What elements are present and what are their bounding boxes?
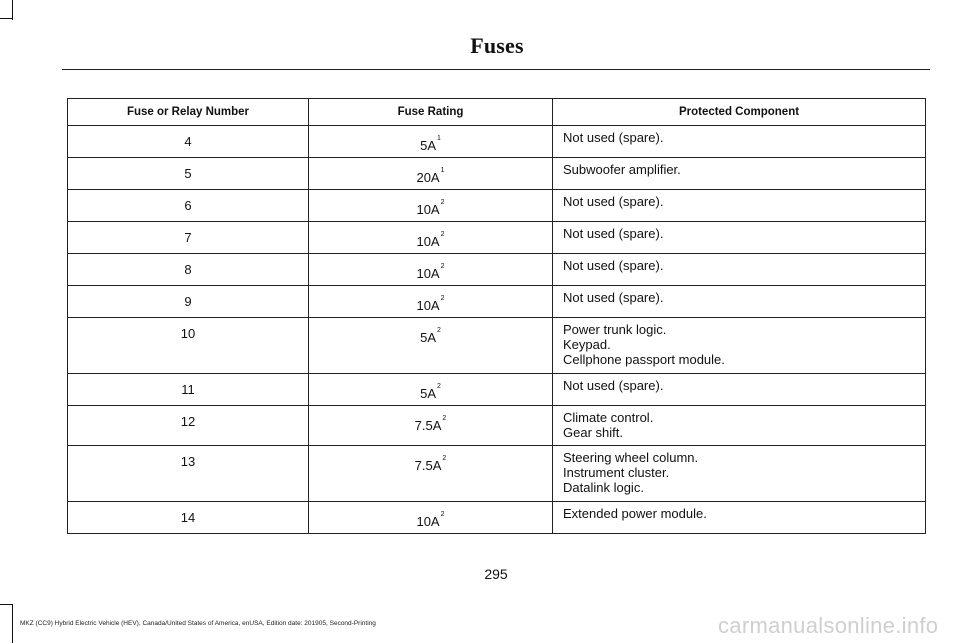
table-row [68, 254, 926, 286]
component-line: Not used (spare). [563, 226, 664, 241]
component-line: Instrument cluster. [563, 465, 670, 480]
fuse-rating-cell [309, 254, 553, 286]
fuse-number-cell: 10 [68, 318, 309, 374]
component-line: Keypad. [563, 337, 611, 352]
footnote-marker: 2 [442, 455, 447, 462]
fuse-rating-value: 10A [416, 266, 440, 281]
crop-mark-top-left-vertical [12, 0, 13, 20]
title-divider [62, 69, 930, 70]
fuse-number-cell: 5 [68, 158, 309, 190]
fuse-rating-cell [309, 502, 553, 534]
protected-component-cell [553, 446, 926, 502]
protected-component-cell [553, 318, 926, 374]
table-row [68, 502, 926, 534]
table-row [68, 318, 926, 374]
protected-component-cell [553, 286, 926, 318]
column-header-number: Fuse or Relay Number [68, 99, 309, 126]
column-header-component: Protected Component [553, 99, 926, 126]
protected-component-cell [553, 126, 926, 158]
fuse-rating-cell [309, 286, 553, 318]
crop-mark-top-left-horizontal [0, 18, 12, 19]
fuse-rating-cell [309, 126, 553, 158]
fuse-rating-cell [309, 374, 553, 406]
footnote-marker: 2 [440, 295, 445, 302]
footnote-marker: 2 [440, 199, 445, 206]
page-number: 295 [484, 566, 508, 582]
table-row [68, 222, 926, 254]
protected-component-cell [553, 190, 926, 222]
fuse-number-cell: 11 [68, 374, 309, 406]
table-body [68, 126, 926, 534]
fuse-rating-value: 7.5A [414, 458, 442, 473]
protected-component-cell [553, 502, 926, 534]
component-line: Gear shift. [563, 425, 623, 440]
table-header-row [68, 99, 926, 126]
protected-component-cell [553, 158, 926, 190]
protected-component-cell [553, 222, 926, 254]
fuse-table [67, 98, 926, 534]
fuse-number-cell: 14 [68, 502, 309, 534]
fuse-rating-cell [309, 406, 553, 446]
fuse-rating-value: 5A [420, 386, 436, 401]
component-line: Cellphone passport module. [563, 352, 725, 367]
watermark: carmanualsonline.info [718, 613, 939, 638]
fuse-number-cell: 8 [68, 254, 309, 286]
fuse-rating-cell [309, 318, 553, 374]
protected-component-cell [553, 374, 926, 406]
component-line: Not used (spare). [563, 378, 664, 393]
fuse-rating-value: 10A [416, 514, 440, 529]
crop-mark-bottom-left-vertical [12, 604, 13, 643]
table-row [68, 190, 926, 222]
table-row [68, 126, 926, 158]
component-line: Subwoofer amplifier. [563, 162, 681, 177]
fuse-rating-value: 5A [420, 138, 436, 153]
footnote-marker: 2 [440, 231, 445, 238]
component-line: Power trunk logic. [563, 322, 667, 337]
footnote-marker: 2 [437, 327, 441, 334]
table-row [68, 374, 926, 406]
component-line: Climate control. [563, 410, 654, 425]
fuse-rating-value: 10A [416, 202, 440, 217]
fuse-number-cell: 9 [68, 286, 309, 318]
fuse-rating-cell [309, 190, 553, 222]
component-line: Not used (spare). [563, 258, 664, 273]
component-line: Steering wheel column. [563, 450, 699, 465]
fuse-rating-value: 10A [416, 234, 440, 249]
footnote-marker: 1 [437, 135, 441, 142]
fuse-number-cell: 4 [68, 126, 309, 158]
component-line: Not used (spare). [563, 194, 664, 209]
component-line: Extended power module. [563, 506, 707, 521]
fuse-number-cell: 13 [68, 446, 309, 502]
fuse-rating-value: 20A [416, 170, 440, 185]
footnote-marker: 1 [440, 167, 445, 174]
table-row [68, 158, 926, 190]
crop-mark-bottom-left-horizontal [0, 604, 12, 605]
fuse-rating-cell [309, 158, 553, 190]
footnote-marker: 2 [437, 383, 441, 390]
footnote-marker: 2 [440, 511, 445, 518]
fuse-rating-value: 5A [420, 330, 436, 345]
column-header-rating: Fuse Rating [309, 99, 553, 126]
table-row [68, 406, 926, 446]
fuse-rating-cell [309, 222, 553, 254]
fuse-number-cell: 7 [68, 222, 309, 254]
protected-component-cell [553, 406, 926, 446]
component-line: Not used (spare). [563, 130, 664, 145]
protected-component-cell [553, 254, 926, 286]
component-line: Not used (spare). [563, 290, 664, 305]
fuse-rating-value: 10A [416, 298, 440, 313]
fuse-rating-value: 7.5A [414, 418, 442, 433]
fuse-number-cell: 12 [68, 406, 309, 446]
page-title: Fuses [470, 33, 524, 58]
component-line: Datalink logic. [563, 480, 644, 495]
table-row [68, 446, 926, 502]
footer-edition-info: MKZ (CC9) Hybrid Electric Vehicle (HEV), Canada/United States of America, enUSA, Edition date: 201905, Second-Printing [20, 620, 376, 627]
footnote-marker: 2 [442, 415, 447, 422]
table-row [68, 286, 926, 318]
fuse-number-cell: 6 [68, 190, 309, 222]
fuse-rating-cell [309, 446, 553, 502]
footnote-marker: 2 [440, 263, 445, 270]
